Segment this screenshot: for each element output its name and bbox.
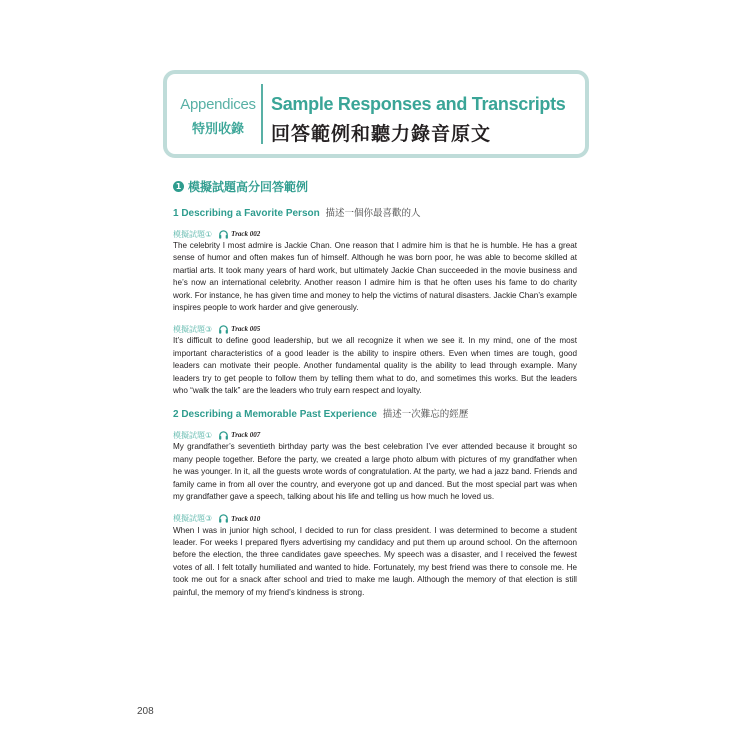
sample-response-text: My grandfather’s seventieth birthday party was the best celebration I’ve ever attended because it brought so many people together. Before the party, we created a large photo album with pictures of my grandfather when he was younger. In it, all the guests wrote words of congratulation. At the party, we had a jazz band. Friends and family came in from all over the country, and everyone got up and danced. But the most special part was when my grandfather gave a speech, talking about his life and telling us how much he loved us.	[173, 442, 577, 502]
header-appendices-zh: 特別收錄	[191, 122, 244, 137]
sample-tag: 模擬試題③	[173, 324, 213, 334]
headphone-icon	[218, 229, 229, 240]
track-label	[218, 513, 260, 524]
headphone-icon	[218, 513, 229, 524]
sample-label	[173, 513, 577, 525]
header-appendices-en: Appendices	[180, 96, 256, 113]
page-number: 208	[137, 706, 154, 717]
track-number: Track 007	[231, 431, 261, 440]
appendix-header	[163, 70, 589, 158]
section-title: 模擬試題高分回答範例	[188, 180, 309, 194]
header-right	[271, 94, 566, 146]
section-number-badge: 1	[173, 181, 184, 192]
page-content	[173, 178, 577, 608]
track-label	[218, 324, 260, 335]
part-heading	[173, 205, 577, 219]
part-title-zh: 描述一次難忘的經歷	[382, 409, 469, 421]
track-number: Track 005	[231, 325, 261, 334]
sample-tag: 模擬試題①	[173, 229, 213, 239]
sample-response-text: The celebrity I most admire is Jackie Chan. One reason that I admire him is that he is humble. He has a great sense of humor and often makes fun of himself. Although he was born poor, he was able to become skilled at martial arts. It took many years of hard work, but ultimately Jackie Chan succeeded in the movie business and he’s now an international celebrity. Another reason I admire him is that he often uses his fame to do charity work. For instance, he has given time and money to help the victims of natural disasters. Jackie Chan’s example inspires people to work harder and give generously.	[173, 241, 577, 313]
headphone-icon	[218, 430, 229, 441]
part-title-en: 2 Describing a Memorable Past Experience	[173, 409, 377, 421]
part-title-en: 1 Describing a Favorite Person	[173, 208, 320, 219]
headphone-icon	[218, 324, 229, 335]
sample-response-text: It’s difficult to define good leadership, but we all recognize it when we see it. In my mind, one of the most important characteristics of a good leader is the ability to inspire others. Even when times are tough, good leaders can motivate their people. Another fundamental quality is the ability to lead through example. Many leaders try to get people to follow them by telling them what to do, and sometimes this works. But the leaders who “walk the talk” are the leaders who truly earn respect and loyalty.	[173, 336, 577, 396]
track-number: Track 010	[231, 514, 261, 523]
header-title-zh: 回答範例和聽力錄音原文	[271, 123, 492, 145]
header-left	[175, 96, 261, 137]
sample-label	[173, 228, 577, 240]
sample-label	[173, 429, 577, 441]
sample-label	[173, 323, 577, 335]
sample-response-text: When I was in junior high school, I decided to run for class president. I was determined to become a student leader. For weeks I prepared flyers advertising my candidacy and put them up around school. On the afternoon before the election, the three candidates gave speeches. My speech was a disaster, and I received the fewest votes of all. I felt totally humiliated and wanted to hide. Fortunately, my best friend was there to console me. He took me out for a snack after school and tried to make me laugh. Although the memory of that election is still painful, the memory of my friend’s kindness is strong.	[173, 525, 577, 597]
part-heading	[173, 406, 577, 420]
header-divider	[261, 84, 263, 144]
track-label	[218, 229, 260, 240]
section-heading	[173, 178, 577, 195]
track-number: Track 002	[231, 230, 261, 238]
part-title-zh: 描述一個你最喜歡的人	[325, 208, 421, 219]
sample-tag: 模擬試題③	[173, 514, 213, 523]
sample-tag: 模擬試題①	[173, 430, 213, 440]
header-title-en: Sample Responses and Transcripts	[271, 94, 566, 114]
track-label	[218, 430, 260, 441]
